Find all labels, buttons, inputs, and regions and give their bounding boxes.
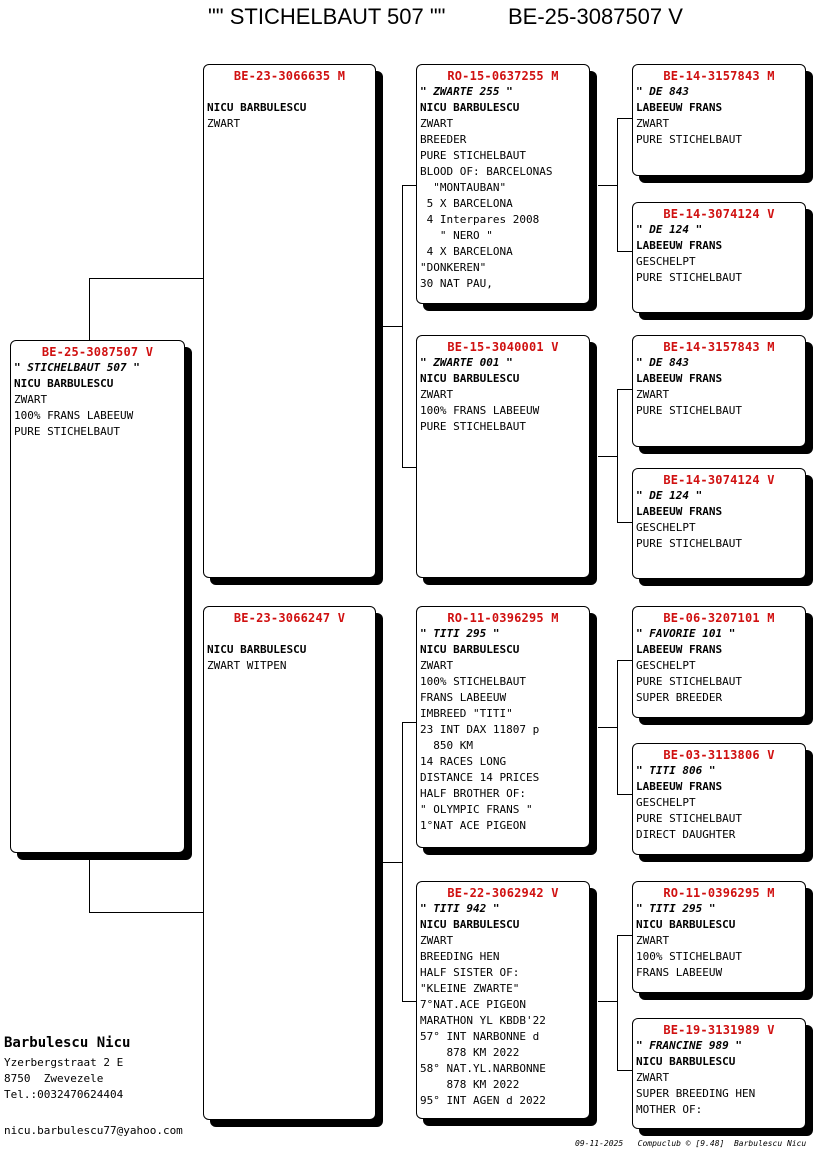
connector	[402, 185, 417, 186]
detail-line: 100% FRANS LABEEUW	[420, 404, 540, 417]
detail-line: 878 KM 2022	[420, 1078, 520, 1091]
breeder-name: Barbulescu Nicu	[4, 1035, 131, 1051]
owner-name: LABEEUW FRANS	[636, 780, 723, 793]
detail-line: ZWART	[636, 117, 670, 130]
detail-line: PURE STICHELBAUT	[420, 149, 526, 162]
ring-number: BE-19-3131989 V	[663, 1023, 775, 1037]
pigeon-name: " ZWARTE 255 "	[420, 85, 513, 98]
connector	[402, 185, 403, 468]
footer-software: Compuclub © [9.48]	[637, 1139, 725, 1148]
detail-line: MARATHON YL KBDB'22	[420, 1014, 546, 1027]
connector	[383, 862, 402, 863]
detail-line: GESCHELPT	[636, 255, 696, 268]
breeder-address: Yzerbergstraat 2 E	[4, 1056, 124, 1069]
ring-number: BE-25-3087507 V	[41, 345, 154, 359]
detail-line: GESCHELPT	[636, 521, 696, 534]
owner-name: LABEEUW FRANS	[636, 505, 723, 518]
detail-line: 5 X BARCELONA	[420, 197, 513, 210]
connector	[383, 326, 402, 327]
dam-card[interactable]	[203, 606, 376, 1120]
detail-line: 850 KM	[420, 739, 473, 752]
ring-number: BE-06-3207101 M	[663, 611, 775, 625]
detail-line: 100% STICHELBAUT	[420, 675, 526, 688]
detail-line: PURE STICHELBAUT	[636, 133, 742, 146]
owner-name: NICU BARBULESCU	[207, 101, 307, 114]
detail-line: ZWART	[636, 388, 670, 401]
dds-card[interactable]	[632, 881, 806, 993]
detail-line: PURE STICHELBAUT	[636, 675, 742, 688]
ring-number: BE-14-3157843 M	[663, 69, 775, 83]
owner-name: LABEEUW FRANS	[636, 239, 723, 252]
sss-card[interactable]	[632, 64, 806, 176]
blank-line	[207, 84, 372, 100]
detail-line: PURE STICHELBAUT	[14, 425, 120, 438]
detail-line: PURE STICHELBAUT	[636, 537, 742, 550]
owner-name: NICU BARBULESCU	[14, 377, 114, 390]
detail-line: MOTHER OF:	[636, 1103, 703, 1116]
detail-line: 1°NAT ACE PIGEON	[420, 819, 526, 832]
ring-number: BE-14-3074124 V	[663, 473, 775, 487]
connector	[617, 118, 618, 252]
connector	[598, 1001, 617, 1002]
detail-line: BREEDING HEN	[420, 950, 500, 963]
detail-line: BLOOD OF: BARCELONAS	[420, 165, 553, 178]
pigeon-name: " TITI 942 "	[420, 902, 500, 915]
detail-line: "KLEINE ZWARTE"	[420, 982, 520, 995]
sire-dam-card[interactable]	[416, 335, 590, 578]
detail-line: 100% FRANS LABEEUW	[14, 409, 134, 422]
connector	[617, 1070, 633, 1071]
detail-line: 14 RACES LONG	[420, 755, 507, 768]
detail-line: 4 X BARCELONA	[420, 245, 513, 258]
ring-number: BE-03-3113806 V	[663, 748, 775, 762]
dsd-card[interactable]	[632, 743, 806, 855]
title-ring-number: BE-25-3087507 V	[508, 4, 683, 29]
detail-line: SUPER BREEDING HEN	[636, 1087, 756, 1100]
detail-line: ZWART	[420, 117, 454, 130]
ring-number: RO-15-0637255 M	[447, 69, 559, 83]
detail-line: HALF SISTER OF:	[420, 966, 520, 979]
footer-date: 09-11-2025	[575, 1139, 624, 1148]
detail-line: PURE STICHELBAUT	[636, 404, 742, 417]
pigeon-name: " DE 843	[636, 356, 689, 369]
title-pigeon-name: "" STICHELBAUT 507 ""	[208, 4, 446, 29]
detail-line: FRANS LABEEUW	[636, 966, 723, 979]
ddd-card[interactable]	[632, 1018, 806, 1129]
detail-line: FRANS LABEEUW	[420, 691, 507, 704]
connector	[617, 389, 618, 523]
sdd-card[interactable]	[632, 468, 806, 579]
ring-number: RO-11-0396295 M	[663, 886, 775, 900]
detail-line: 95° INT AGEN d 2022	[420, 1094, 546, 1107]
pigeon-name: " FRANCINE 989 "	[636, 1039, 742, 1052]
connector	[598, 456, 617, 457]
owner-name: LABEEUW FRANS	[636, 101, 723, 114]
detail-line: 100% STICHELBAUT	[636, 950, 742, 963]
detail-line: "MONTAUBAN"	[420, 181, 507, 194]
detail-line: " OLYMPIC FRANS "	[420, 803, 533, 816]
dam-dam-card[interactable]	[416, 881, 590, 1119]
connector	[89, 278, 204, 279]
detail-line: ZWART	[420, 659, 454, 672]
detail-line: PURE STICHELBAUT	[420, 420, 526, 433]
connector	[617, 660, 618, 795]
subject-card[interactable]	[10, 340, 185, 853]
connector	[598, 185, 617, 186]
owner-name: NICU BARBULESCU	[420, 918, 520, 931]
detail-line: ZWART	[636, 934, 670, 947]
ssd-card[interactable]	[632, 202, 806, 313]
blank-line	[207, 626, 372, 642]
dss-card[interactable]	[632, 606, 806, 718]
connector	[617, 935, 618, 1071]
connector	[402, 1001, 417, 1002]
ring-number: BE-23-3066635 M	[233, 69, 346, 83]
pigeon-name: " TITI 295 "	[636, 902, 716, 915]
detail-line: DISTANCE 14 PRICES	[420, 771, 540, 784]
connector	[617, 794, 633, 795]
connector	[617, 251, 633, 252]
pigeon-name: " DE 843	[636, 85, 689, 98]
owner-name: NICU BARBULESCU	[420, 101, 520, 114]
pedigree-title	[0, 4, 816, 32]
detail-line: 7°NAT.ACE PIGEON	[420, 998, 526, 1011]
connector	[402, 722, 417, 723]
detail-line: ZWART WITPEN	[207, 659, 287, 672]
detail-line: PURE STICHELBAUT	[636, 812, 742, 825]
breeder-city: 8750 Zwevezele	[4, 1072, 104, 1085]
detail-line: 58° NAT.YL.NARBONNE	[420, 1062, 546, 1075]
breeder-phone: Tel.:0032470624404	[4, 1088, 124, 1101]
detail-line: 30 NAT PAU,	[420, 277, 493, 290]
breeder-email[interactable]: nicu.barbulescu77@yahoo.com	[4, 1124, 183, 1137]
connector	[89, 854, 90, 913]
connector	[402, 722, 403, 1002]
owner-name: NICU BARBULESCU	[636, 918, 736, 931]
breeder-info	[4, 1035, 130, 1103]
owner-name: NICU BARBULESCU	[207, 643, 307, 656]
pigeon-name: " DE 124 "	[636, 223, 703, 236]
detail-line: 57° INT NARBONNE d	[420, 1030, 540, 1043]
pigeon-name: " TITI 806 "	[636, 764, 716, 777]
ring-number: RO-11-0396295 M	[447, 611, 559, 625]
detail-line: GESCHELPT	[636, 796, 696, 809]
ring-number: BE-22-3062942 V	[447, 886, 559, 900]
detail-line: BREEDER	[420, 133, 467, 146]
sire-card[interactable]	[203, 64, 376, 578]
connector	[617, 660, 633, 661]
owner-name: NICU BARBULESCU	[636, 1055, 736, 1068]
footer-owner: Barbulescu Nicu	[733, 1139, 807, 1148]
detail-line: 4 Interpares 2008	[420, 213, 540, 226]
owner-name: NICU BARBULESCU	[420, 372, 520, 385]
ring-number: BE-14-3157843 M	[663, 340, 775, 354]
detail-line: HALF BROTHER OF:	[420, 787, 526, 800]
detail-line: PURE STICHELBAUT	[636, 271, 742, 284]
detail-line: SUPER BREEDER	[636, 691, 723, 704]
detail-line: ZWART	[420, 388, 454, 401]
ring-number: BE-14-3074124 V	[663, 207, 775, 221]
connector	[89, 278, 90, 340]
detail-line: 23 INT DAX 11807 p	[420, 723, 540, 736]
sds-card[interactable]	[632, 335, 806, 447]
owner-name: NICU BARBULESCU	[420, 643, 520, 656]
connector	[617, 935, 633, 936]
connector	[617, 118, 633, 119]
detail-line: IMBREED "TITI"	[420, 707, 513, 720]
owner-name: LABEEUW FRANS	[636, 643, 723, 656]
detail-line: DIRECT DAUGHTER	[636, 828, 736, 841]
pigeon-name: " ZWARTE 001 "	[420, 356, 513, 369]
owner-name: LABEEUW FRANS	[636, 372, 723, 385]
connector	[598, 727, 617, 728]
detail-line: "DONKEREN"	[420, 261, 487, 274]
detail-line: ZWART	[636, 1071, 670, 1084]
detail-line: ZWART	[14, 393, 48, 406]
detail-line: " NERO "	[420, 229, 493, 242]
connector	[402, 467, 417, 468]
detail-line: ZWART	[420, 934, 454, 947]
ring-number: BE-15-3040001 V	[447, 340, 559, 354]
footer	[575, 1139, 806, 1148]
connector	[617, 522, 633, 523]
connector	[89, 912, 204, 913]
sire-sire-card[interactable]	[416, 64, 590, 304]
detail-line: GESCHELPT	[636, 659, 696, 672]
detail-line: 878 KM 2022	[420, 1046, 520, 1059]
detail-line: ZWART	[207, 117, 241, 130]
pigeon-name: " FAVORIE 101 "	[636, 627, 736, 640]
connector	[617, 389, 633, 390]
pigeon-name: " DE 124 "	[636, 489, 703, 502]
pigeon-name: " STICHELBAUT 507 "	[14, 361, 140, 374]
ring-number: BE-23-3066247 V	[233, 611, 346, 625]
dam-sire-card[interactable]	[416, 606, 590, 848]
pigeon-name: " TITI 295 "	[420, 627, 500, 640]
